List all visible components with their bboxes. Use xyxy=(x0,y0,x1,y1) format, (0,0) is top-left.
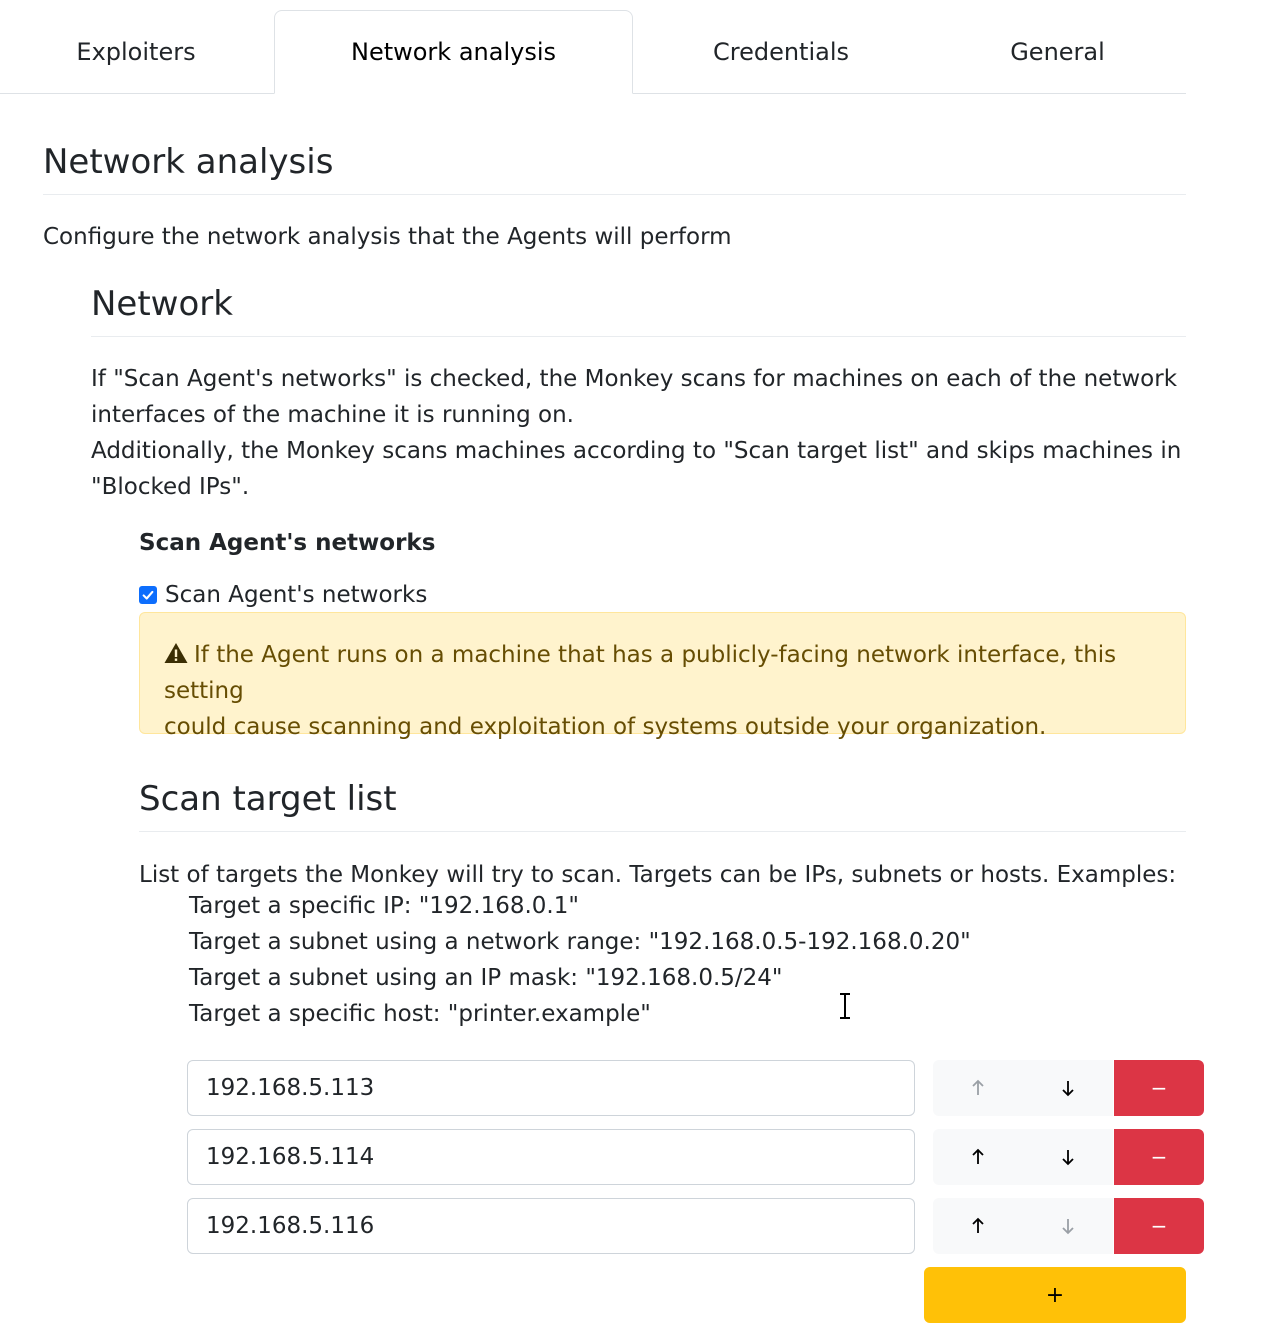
tab-network-analysis[interactable]: Network analysis xyxy=(274,10,633,94)
divider xyxy=(43,194,1186,195)
example-item: Target a subnet using an IP mask: "192.168.0.5/24" xyxy=(189,965,783,991)
arrow-down-icon xyxy=(1060,1217,1076,1235)
scan-target-list-description: List of targets the Monkey will try to scan. Targets can be IPs, subnets or hosts. Examples: xyxy=(139,862,1177,888)
move-up-button[interactable] xyxy=(933,1129,1023,1185)
remove-button[interactable]: − xyxy=(1114,1129,1204,1185)
target-input[interactable]: 192.168.5.113 xyxy=(187,1060,915,1116)
tab-credentials[interactable]: Credentials xyxy=(712,38,850,66)
move-down-button[interactable] xyxy=(1023,1129,1113,1185)
warning-text-line: could cause scanning and exploitation of systems outside your organization. xyxy=(164,714,1047,740)
scan-agent-networks-checkbox-row[interactable] xyxy=(139,578,427,612)
arrow-down-icon xyxy=(1060,1079,1076,1097)
page-title: Network analysis xyxy=(43,142,334,182)
scan-agent-networks-checkbox[interactable] xyxy=(139,586,157,604)
divider xyxy=(91,336,1186,337)
arrow-up-icon xyxy=(970,1217,986,1235)
warning-alert xyxy=(139,612,1186,740)
scan-agent-networks-heading: Scan Agent's networks xyxy=(139,530,436,556)
tab-exploiters[interactable]: Exploiters xyxy=(76,38,196,66)
divider xyxy=(139,831,1186,832)
network-description-line: Additionally, the Monkey scans machines according to "Scan target list" and skips machines in xyxy=(91,438,1182,464)
remove-button[interactable]: − xyxy=(1114,1198,1204,1254)
arrow-up-icon xyxy=(970,1079,986,1097)
check-icon xyxy=(141,588,155,602)
arrow-up-icon xyxy=(970,1148,986,1166)
page-description: Configure the network analysis that the Agents will perform xyxy=(43,224,732,250)
example-item: Target a subnet using a network range: "192.168.0.5-192.168.0.20" xyxy=(189,929,971,955)
tab-general[interactable]: General xyxy=(1010,38,1105,66)
target-input[interactable]: 192.168.5.114 xyxy=(187,1129,915,1185)
text-cursor-icon xyxy=(838,993,852,1019)
example-item: Target a specific IP: "192.168.0.1" xyxy=(189,893,579,919)
example-item: Target a specific host: "printer.example" xyxy=(189,1001,651,1027)
network-section-title: Network xyxy=(91,284,233,324)
add-target-button[interactable]: + xyxy=(924,1267,1186,1323)
arrow-down-icon xyxy=(1060,1148,1076,1166)
network-description-line: If "Scan Agent's networks" is checked, the Monkey scans for machines on each of the network xyxy=(91,366,1178,392)
network-description xyxy=(91,361,1181,505)
warning-triangle-icon xyxy=(164,642,188,664)
settings-tabs xyxy=(0,10,1186,94)
scan-target-list-title: Scan target list xyxy=(139,779,397,819)
network-description-line: "Blocked IPs". xyxy=(91,474,250,500)
move-up-button[interactable] xyxy=(933,1060,1023,1116)
target-input[interactable]: 192.168.5.116 xyxy=(187,1198,915,1254)
scan-agent-networks-label: Scan Agent's networks xyxy=(165,582,428,608)
warning-text-line: If the Agent runs on a machine that has a publicly-facing network interface, this setting xyxy=(164,642,1117,704)
network-description-line: interfaces of the machine it is running on. xyxy=(91,402,574,428)
move-down-button[interactable] xyxy=(1023,1060,1113,1116)
remove-button[interactable]: − xyxy=(1114,1060,1204,1116)
move-down-button[interactable] xyxy=(1023,1198,1113,1254)
move-up-button[interactable] xyxy=(933,1198,1023,1254)
